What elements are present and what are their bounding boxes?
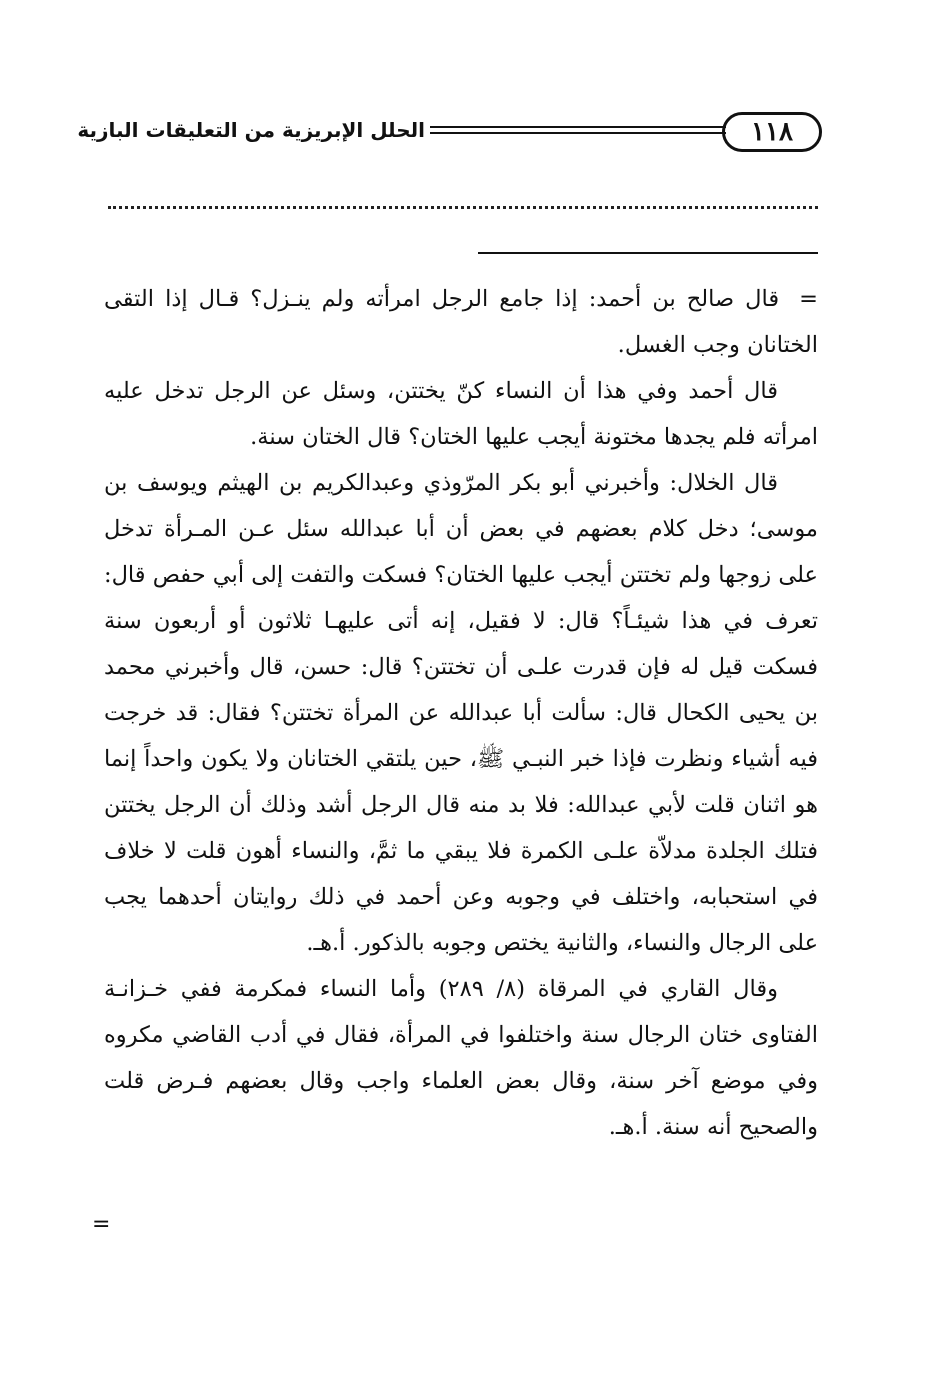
header-rule-double xyxy=(430,132,726,134)
footnote-paragraph: قال الخلال: وأخبرني أبو بكر المرّوذي وعبدالكريم بن الهيثم ويوسف بن موسى؛ دخل كلام بعضهم في بعض أن أبا عبدالله سئل عـن المـرأة تدخل على زوجها ولم تختتن أيجب عليها الختان؟ فسكت والتفت إلى أبي حفص قال: تعرف في هذا شيئـاً؟ قال: لا فقيل، إنه أتى عليهـا ثلاثون أو أربعون سنة فسكت قيل له فإن قدرت علـى أن تختتن؟ قال: حسن، قال وأخبرني محمد بن يحيى الكحال قال: سألت أبا عبدالله عن المرأة تختتن؟ فقال: قد خرجت فيه أشياء ونظرت فإذا خبر النبـي ﷺ، حين يلتقي الختانان ولا يكون واحداً إنما هو اثنان قلت لأبي عبدالله: فلا بد منه قال الرجل أشد وذلك أن الرجل يختتن فتلك الجلدة مدلاّة علـى الكمرة فلا يبقي ما ثمَّ، والنساء أهون قلت لا خلاف في استحبابه، واختلف في وجوبه وعن أحمد في ذلك روايتان أحدهما يجب على الرجال والنساء، والثانية يختص وجوبه بالذكور. أ.هـ. xyxy=(104,470,818,956)
continuation-mark: = xyxy=(799,286,818,312)
footnote-rule xyxy=(478,252,818,254)
page-number: ١١٨ xyxy=(722,112,822,152)
footnote-text xyxy=(104,276,818,1150)
footnote-paragraph xyxy=(104,276,818,368)
book-title: الحلل الإبريزية من التعليقات البازية xyxy=(77,118,425,142)
header-rule xyxy=(430,126,726,128)
end-mark: = xyxy=(92,1212,111,1237)
dotted-separator xyxy=(108,206,818,223)
footnote-paragraph: قال أحمد وفي هذا أن النساء كنّ يختتن، وسئل عن الرجل تدخل عليه امرأته فلم يجدها مختونة أيجب عليها الختان؟ قال الختان سنة. xyxy=(104,378,818,450)
page-header xyxy=(77,112,822,158)
paragraph-text: قال صالح بن أحمد: إذا جامع الرجل امرأته ولم ينـزل؟ قـال إذا التقى الختانان وجب الغسل. xyxy=(104,286,818,358)
footnote-paragraph: وقال القاري في المرقاة (٨/ ٢٨٩) وأما النساء فمكرمة ففي خـزانـة الفتاوى ختان الرجال سنة واختلفوا في المرأة، فقال في أدب القاضي مكروه وفي موضع آخر سنة، وقال بعض العلماء واجب وقال بعضهم فـرض قلت والصحيح أنه سنة. أ.هـ. xyxy=(104,976,818,1140)
